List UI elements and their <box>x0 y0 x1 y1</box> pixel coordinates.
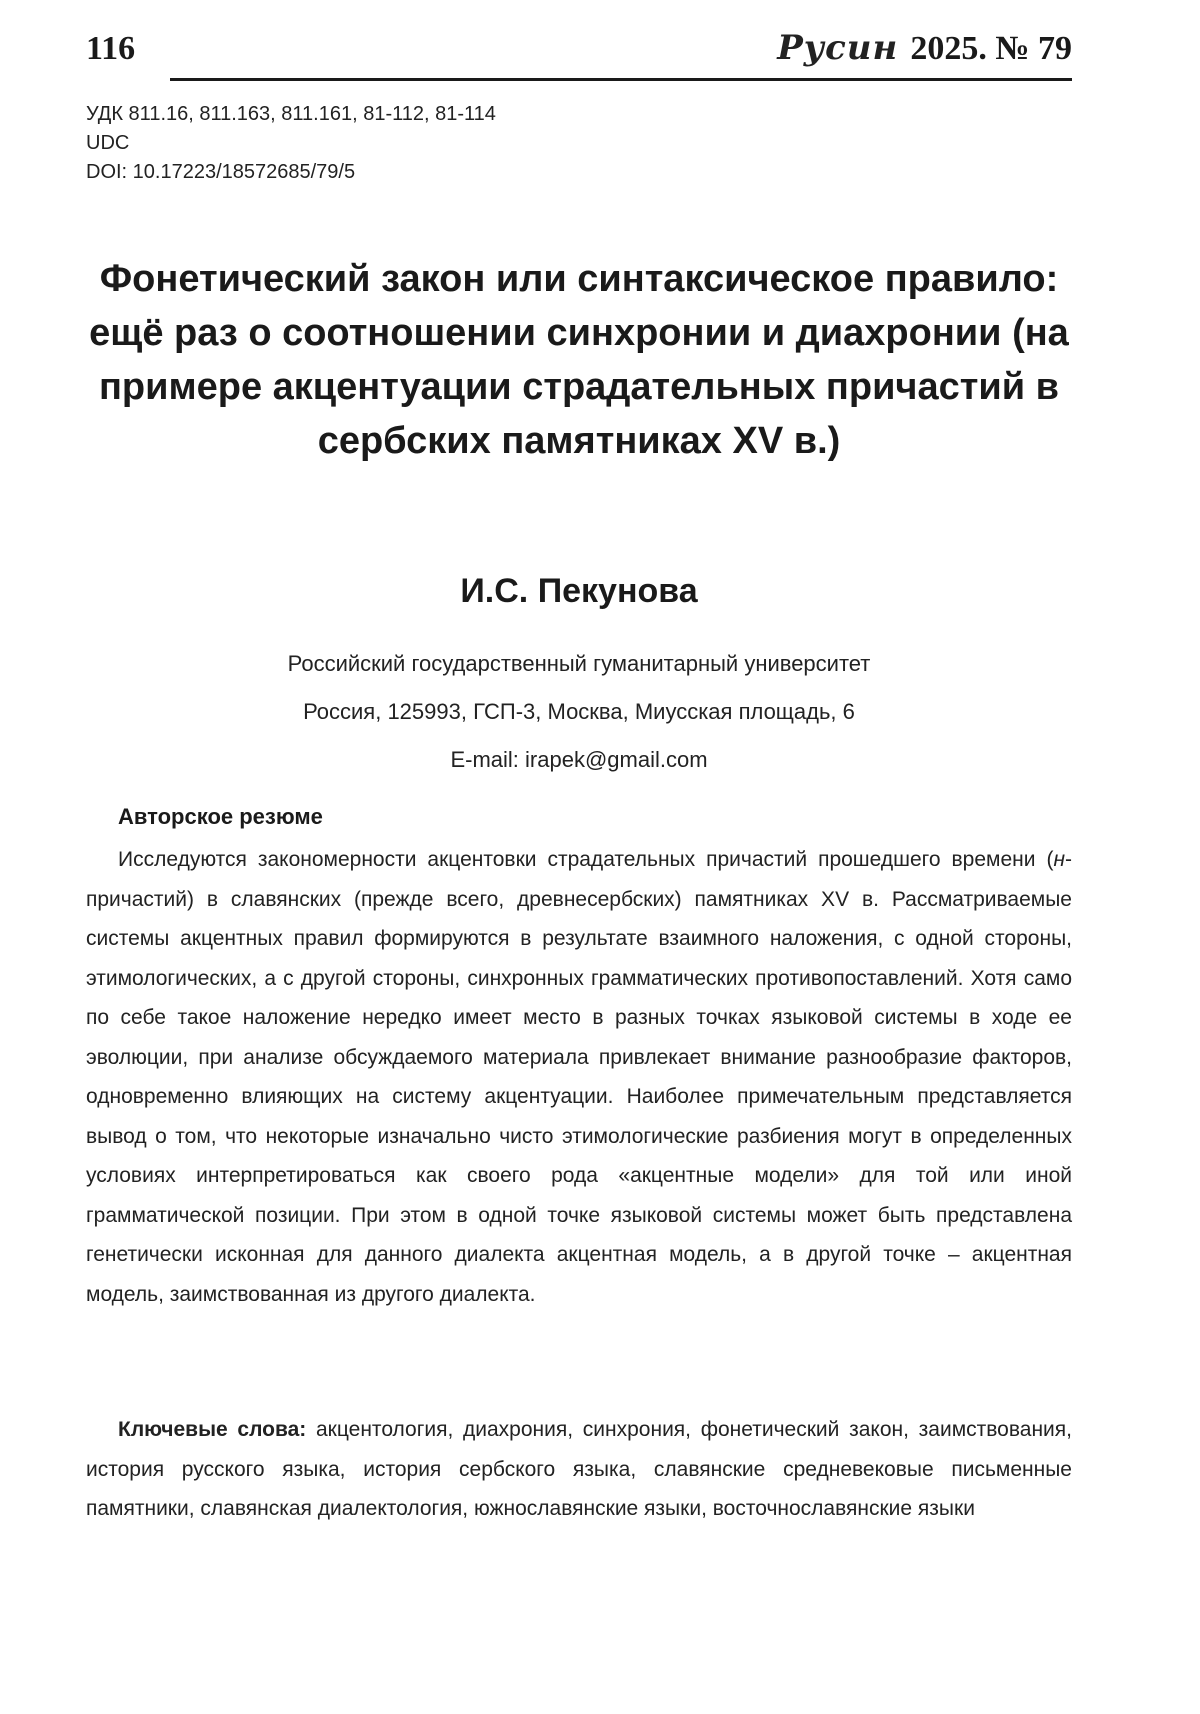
keywords-label: Ключевые слова: <box>118 1418 307 1441</box>
postal-address: Россия, 125993, ГСП-3, Москва, Миусская площадь, 6 <box>303 699 855 724</box>
abstract-text-rest: -причастий) в славянских (прежде всего, древнесербских) памятниках XV в. Рассматриваемые системы акцентных правил формируются в результате взаимного наложения, с одной стороны, этимологических, а с другой стороны, синхронных грамматических противопоставлений. Хотя само по себе такое наложение нередко имеет место в разных точках языковой системы в ходе ее эволюции, при анализе обсуждаемого материала привлекает внимание разнообразие факторов, одновременно влияющих на систему акцентуации. Наиболее примечательным представляется вывод о том, что некоторые изначально чисто этимологические разбиения могут в определенных условиях интерпретироваться как своего рода «акцентные модели» для той или иной грамматической позиции. При этом в одной точке языковой системы может быть представлена генетически исконная для данного диалекта акцентная модель, а в другой точке – акцентная модель, заимствованная из другого диалекта. <box>86 848 1072 1306</box>
abstract-text-start: Исследуются закономерности акцентовки страдательных причастий прошедшего времени ( <box>118 848 1054 871</box>
page-number: 116 <box>86 30 136 67</box>
institution: Российский государственный гуманитарный университет <box>287 651 871 676</box>
abstract-heading: Авторское резюме <box>118 804 323 829</box>
abstract-text <box>86 840 1072 1314</box>
keywords <box>86 1410 1072 1529</box>
header-rule <box>170 78 1072 81</box>
running-head <box>86 28 1072 76</box>
article-identifiers <box>86 100 496 187</box>
author-name: И.С. Пекунова <box>460 572 698 610</box>
journal-info <box>777 28 1072 68</box>
article-title: Фонетический закон или синтаксическое правило: ещё раз о соотношении синхронии и диахронии (на примере акцентуации страдательных причастий в сербских памятниках XV в.) <box>89 258 1069 462</box>
abstract-italic-letter: н <box>1053 848 1065 871</box>
udc-code: UDC <box>86 132 130 154</box>
author-affiliation <box>86 640 1072 784</box>
doi: DOI: 10.17223/18572685/79/5 <box>86 161 356 183</box>
journal-name: Русин <box>777 28 899 68</box>
journal-issue: 2025. № 79 <box>910 30 1072 67</box>
keywords-text: акцентология, диахрония, синхрония, фонетический закон, заимствования, история русского языка, история сербского языка, славянские средневековые письменные памятники, славянская диалектология, южнославянские языки, восточнославянские языки <box>86 1418 1072 1520</box>
email-address: E-mail: irapek@gmail.com <box>450 747 708 772</box>
udk-code: УДК 811.16, 811.163, 811.161, 81-112, 81-114 <box>86 103 496 125</box>
